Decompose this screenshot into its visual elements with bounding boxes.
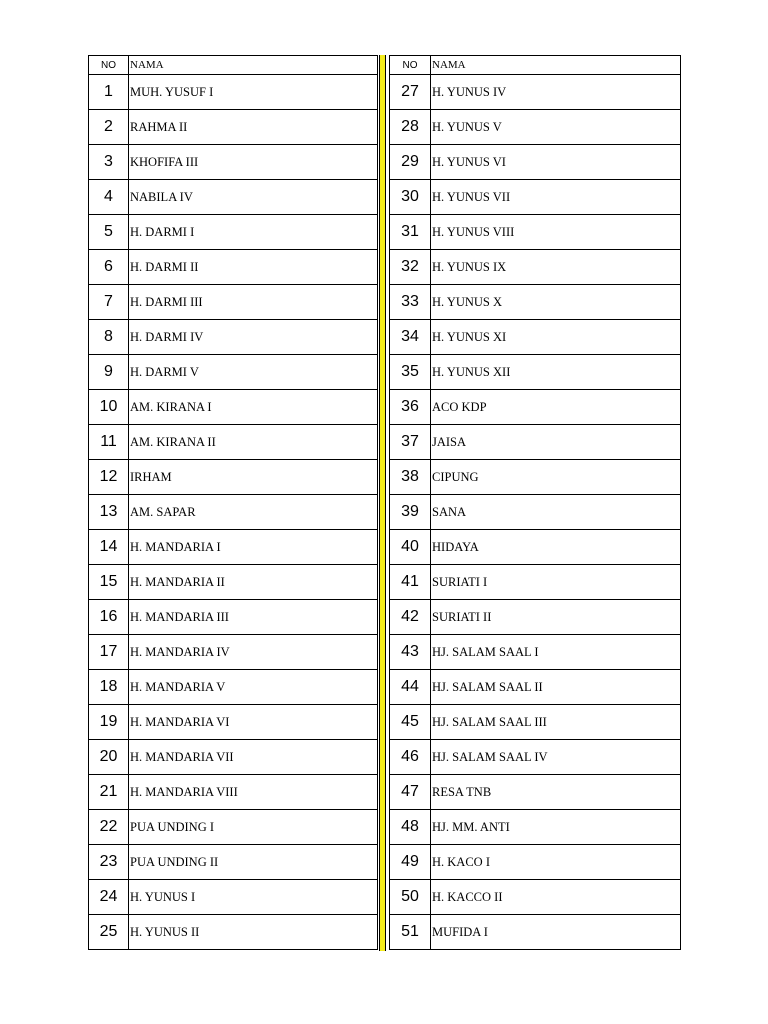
table-header-row (390, 56, 681, 75)
row-number: 7 (89, 285, 129, 320)
row-number: 17 (89, 635, 129, 670)
table-row (390, 845, 681, 880)
row-name: RESA TNB (431, 775, 681, 810)
row-number: 36 (390, 390, 431, 425)
row-number: 27 (390, 75, 431, 110)
row-name: H. MANDARIA VIII (129, 775, 378, 810)
table-row (390, 600, 681, 635)
name-column-header: NAMA (129, 56, 378, 75)
row-number: 44 (390, 670, 431, 705)
table-row (390, 670, 681, 705)
row-number: 18 (89, 670, 129, 705)
row-name: HJ. MM. ANTI (431, 810, 681, 845)
row-number: 1 (89, 75, 129, 110)
row-name: MUFIDA I (431, 915, 681, 950)
row-name: AM. KIRANA I (129, 390, 378, 425)
row-number: 29 (390, 145, 431, 180)
table-row (390, 285, 681, 320)
row-name: NABILA IV (129, 180, 378, 215)
row-number: 19 (89, 705, 129, 740)
row-number: 3 (89, 145, 129, 180)
row-name: ACO KDP (431, 390, 681, 425)
row-name: SANA (431, 495, 681, 530)
row-number: 23 (89, 845, 129, 880)
row-number: 16 (89, 600, 129, 635)
row-name: H. YUNUS VI (431, 145, 681, 180)
row-name: AM. SAPAR (129, 495, 378, 530)
row-number: 38 (390, 460, 431, 495)
row-name: H. MANDARIA II (129, 565, 378, 600)
table-row (89, 250, 378, 285)
name-column-header: NAMA (431, 56, 681, 75)
table-row (89, 355, 378, 390)
row-number: 46 (390, 740, 431, 775)
row-name: HJ. SALAM SAAL IV (431, 740, 681, 775)
table-row (390, 530, 681, 565)
table-row (390, 810, 681, 845)
row-number: 42 (390, 600, 431, 635)
row-number: 51 (390, 915, 431, 950)
row-number: 20 (89, 740, 129, 775)
row-name: H. MANDARIA I (129, 530, 378, 565)
column-divider (379, 55, 386, 951)
table-row (390, 880, 681, 915)
row-name: H. DARMI IV (129, 320, 378, 355)
table-row (89, 810, 378, 845)
row-number: 9 (89, 355, 129, 390)
table-row (390, 635, 681, 670)
row-number: 28 (390, 110, 431, 145)
table-row (390, 145, 681, 180)
row-number: 49 (390, 845, 431, 880)
row-name: H. DARMI II (129, 250, 378, 285)
row-number: 24 (89, 880, 129, 915)
row-number: 4 (89, 180, 129, 215)
table-row (390, 775, 681, 810)
row-name: MUH. YUSUF I (129, 75, 378, 110)
row-number: 35 (390, 355, 431, 390)
table-row (89, 320, 378, 355)
row-number: 41 (390, 565, 431, 600)
row-number: 2 (89, 110, 129, 145)
row-number: 8 (89, 320, 129, 355)
row-name: H. YUNUS XII (431, 355, 681, 390)
row-number: 34 (390, 320, 431, 355)
table-row (390, 915, 681, 950)
table-row (89, 145, 378, 180)
row-name: CIPUNG (431, 460, 681, 495)
row-name: H. YUNUS I (129, 880, 378, 915)
row-number: 15 (89, 565, 129, 600)
table-row (89, 740, 378, 775)
row-name: PUA UNDING I (129, 810, 378, 845)
row-number: 22 (89, 810, 129, 845)
row-name: H. MANDARIA VII (129, 740, 378, 775)
row-name: H. YUNUS IX (431, 250, 681, 285)
row-name: H. YUNUS V (431, 110, 681, 145)
row-name: H. MANDARIA VI (129, 705, 378, 740)
row-number: 10 (89, 390, 129, 425)
row-name: HIDAYA (431, 530, 681, 565)
row-name: KHOFIFA III (129, 145, 378, 180)
row-name: IRHAM (129, 460, 378, 495)
row-number: 33 (390, 285, 431, 320)
row-name: JAISA (431, 425, 681, 460)
table-row (390, 215, 681, 250)
table-row (89, 880, 378, 915)
table-row (89, 460, 378, 495)
row-name: H. KACCO II (431, 880, 681, 915)
table-row (89, 705, 378, 740)
row-number: 50 (390, 880, 431, 915)
table-row (89, 110, 378, 145)
table-row (89, 670, 378, 705)
row-name: H. MANDARIA III (129, 600, 378, 635)
row-number: 14 (89, 530, 129, 565)
row-number: 31 (390, 215, 431, 250)
row-number: 21 (89, 775, 129, 810)
table-row (89, 425, 378, 460)
row-name: PUA UNDING II (129, 845, 378, 880)
row-number: 12 (89, 460, 129, 495)
table-row (390, 180, 681, 215)
table-row (89, 565, 378, 600)
row-name: H. YUNUS VII (431, 180, 681, 215)
row-name: SURIATI I (431, 565, 681, 600)
row-name: H. YUNUS X (431, 285, 681, 320)
left-name-table (88, 55, 378, 950)
table-row (390, 565, 681, 600)
row-name: H. YUNUS VIII (431, 215, 681, 250)
row-name: H. DARMI III (129, 285, 378, 320)
table-row (390, 110, 681, 145)
row-number: 40 (390, 530, 431, 565)
row-number: 6 (89, 250, 129, 285)
no-column-header: NO (89, 56, 129, 75)
table-row (390, 425, 681, 460)
row-name: H. DARMI V (129, 355, 378, 390)
row-name: HJ. SALAM SAAL III (431, 705, 681, 740)
table-row (390, 320, 681, 355)
row-name: HJ. SALAM SAAL I (431, 635, 681, 670)
row-number: 32 (390, 250, 431, 285)
table-row (390, 705, 681, 740)
table-row (390, 355, 681, 390)
table-row (390, 495, 681, 530)
row-number: 48 (390, 810, 431, 845)
table-row (390, 390, 681, 425)
table-row (390, 250, 681, 285)
table-row (390, 75, 681, 110)
table-header-row (89, 56, 378, 75)
table-row (89, 390, 378, 425)
row-name: SURIATI II (431, 600, 681, 635)
row-name: H. KACO I (431, 845, 681, 880)
table-row (390, 460, 681, 495)
row-name: HJ. SALAM SAAL II (431, 670, 681, 705)
row-name: AM. KIRANA II (129, 425, 378, 460)
row-name: H. MANDARIA IV (129, 635, 378, 670)
row-name: H. MANDARIA V (129, 670, 378, 705)
row-number: 45 (390, 705, 431, 740)
row-number: 39 (390, 495, 431, 530)
table-row (390, 740, 681, 775)
table-row (89, 600, 378, 635)
table-row (89, 775, 378, 810)
table-row (89, 530, 378, 565)
right-name-table (389, 55, 681, 950)
row-name: H. YUNUS II (129, 915, 378, 950)
table-row (89, 495, 378, 530)
row-number: 37 (390, 425, 431, 460)
row-number: 47 (390, 775, 431, 810)
row-number: 13 (89, 495, 129, 530)
row-name: H. DARMI I (129, 215, 378, 250)
table-row (89, 215, 378, 250)
table-row (89, 285, 378, 320)
row-name: H. YUNUS IV (431, 75, 681, 110)
table-row (89, 915, 378, 950)
row-number: 11 (89, 425, 129, 460)
row-name: H. YUNUS XI (431, 320, 681, 355)
table-row (89, 75, 378, 110)
table-row (89, 635, 378, 670)
no-column-header: NO (390, 56, 431, 75)
row-number: 25 (89, 915, 129, 950)
row-name: RAHMA II (129, 110, 378, 145)
table-row (89, 180, 378, 215)
row-number: 43 (390, 635, 431, 670)
row-number: 5 (89, 215, 129, 250)
row-number: 30 (390, 180, 431, 215)
table-row (89, 845, 378, 880)
